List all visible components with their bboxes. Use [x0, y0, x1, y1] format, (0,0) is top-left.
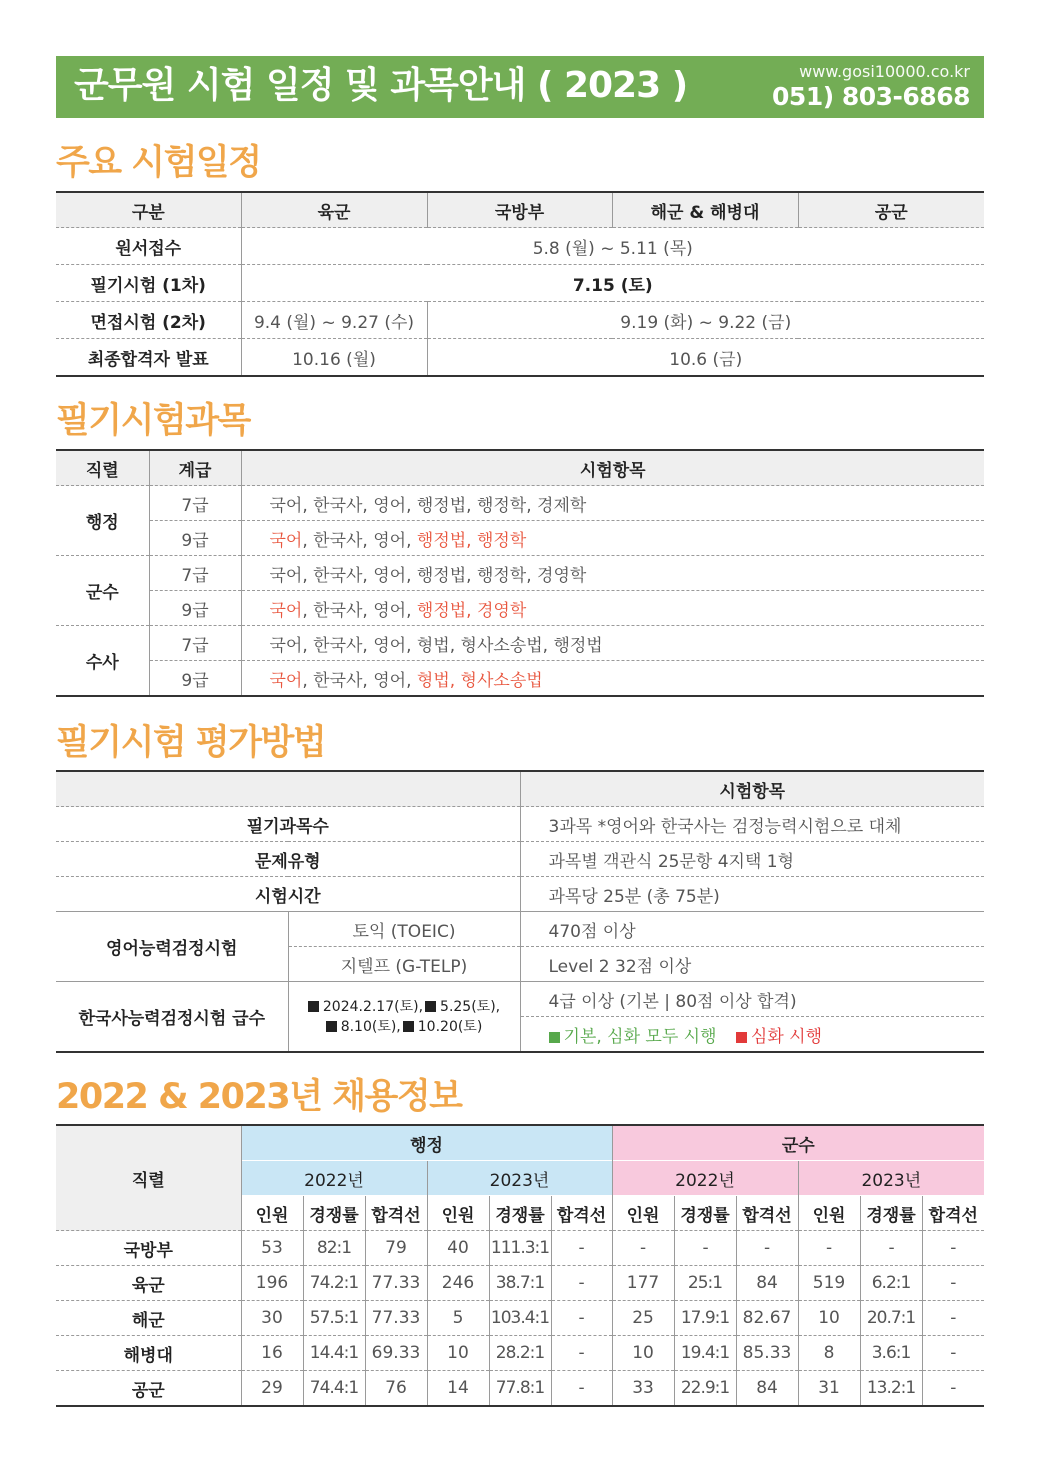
- row-label: 시험시간: [254, 886, 321, 907]
- col-header: 합격선: [365, 1196, 427, 1231]
- basic-advanced-square-icon: [425, 1001, 436, 1012]
- row-label: 원서접수: [56, 228, 241, 265]
- table-cell: 85.33: [736, 1336, 798, 1371]
- history-test-dates: 2024.2.17(토), 5.25(토), 8.10(토), 10.20(토): [288, 982, 520, 1053]
- table-cell: 29: [241, 1371, 303, 1407]
- col-header: 경쟁률: [860, 1196, 922, 1231]
- row-label: 문제유형: [56, 842, 520, 877]
- subject-list: 국어, 한국사, 영어, 형법, 형사소송법, 행정법: [241, 626, 984, 661]
- table-cell: -: [798, 1231, 860, 1266]
- table-cell: -: [551, 1371, 612, 1407]
- table-cell: 76: [365, 1371, 427, 1407]
- table-cell: 177: [612, 1266, 674, 1301]
- schedule-value: 5.8 (월) ~ 5.11 (목): [241, 228, 984, 265]
- table-cell: 10: [612, 1336, 674, 1371]
- table-cell: 16: [241, 1336, 303, 1371]
- table-cell: -: [612, 1231, 674, 1266]
- table-cell: -: [922, 1266, 984, 1301]
- header-year: 2023년: [798, 1161, 984, 1196]
- row-value: 과목별 객관식 25문항 4지택 1형: [520, 842, 984, 877]
- schedule-table: [56, 191, 984, 377]
- series-name: 해군: [56, 1301, 241, 1336]
- table-cell: 10: [427, 1336, 489, 1371]
- header-series: 직렬: [56, 1125, 241, 1231]
- history-test-label: 한국사능력검정시험 급수: [56, 982, 288, 1053]
- header-year: 2022년: [612, 1161, 798, 1196]
- evaluation-table: [56, 770, 984, 1053]
- row-label: 필기과목수: [56, 807, 520, 842]
- english-test-value: 470점 이상: [520, 912, 984, 947]
- table-cell: -: [922, 1231, 984, 1266]
- subject-list: 국어, 한국사, 영어, 행정법, 경영학: [241, 591, 984, 626]
- table-cell: -: [922, 1371, 984, 1407]
- table-cell: 82:1: [303, 1231, 365, 1266]
- history-test-value: 4급 이상 (기본 | 80점 이상 합격): [520, 982, 984, 1017]
- table-cell: -: [736, 1231, 798, 1266]
- red-square-icon: [736, 1032, 747, 1043]
- col-header: 인원: [612, 1196, 674, 1231]
- table-cell: 84: [736, 1266, 798, 1301]
- col-header: 합격선: [922, 1196, 984, 1231]
- header-grade: 계급: [149, 450, 241, 486]
- subjects-table: [56, 449, 984, 697]
- table-cell: 10: [798, 1301, 860, 1336]
- table-cell: 53: [241, 1231, 303, 1266]
- table-cell: 77.33: [365, 1266, 427, 1301]
- table-cell: 25: [612, 1301, 674, 1336]
- table-cell: 20.7:1: [860, 1301, 922, 1336]
- table-cell: 74.4:1: [303, 1371, 365, 1407]
- basic-advanced-square-icon: [308, 1001, 319, 1012]
- row-label: 면접시험 (2차): [56, 302, 241, 339]
- table-cell: 28.2:1: [489, 1336, 551, 1371]
- grade-label: 7급: [149, 556, 241, 591]
- english-test-label: 영어능력검정시험: [56, 912, 288, 982]
- table-cell: -: [551, 1266, 612, 1301]
- table-cell: 79: [365, 1231, 427, 1266]
- col-header: 경쟁률: [489, 1196, 551, 1231]
- table-cell: -: [860, 1231, 922, 1266]
- table-cell: 84: [736, 1371, 798, 1407]
- table-cell: 82.67: [736, 1301, 798, 1336]
- subject-list: 국어, 한국사, 영어, 행정법, 행정학, 경제학: [241, 486, 984, 521]
- header-category: 구분: [56, 192, 241, 228]
- english-test-name: 토익 (TOEIC): [288, 912, 520, 947]
- website-url: www.gosi10000.co.kr: [799, 62, 970, 81]
- table-cell: 31: [798, 1371, 860, 1407]
- series-label: 군수: [56, 556, 149, 626]
- subject-list: 국어, 한국사, 영어, 형법, 형사소송법: [241, 661, 984, 697]
- col-header: 인원: [241, 1196, 303, 1231]
- table-cell: 14: [427, 1371, 489, 1407]
- row-value: 3과목 *영어와 한국사는 검정능력시험으로 대체: [520, 807, 984, 842]
- recruit-section-title: 2022 & 2023년 채용정보: [56, 1077, 462, 1117]
- table-cell: 33: [612, 1371, 674, 1407]
- schedule-value-rest: 10.6 (금): [427, 339, 984, 377]
- table-cell: -: [674, 1231, 736, 1266]
- table-cell: -: [551, 1336, 612, 1371]
- table-cell: -: [551, 1231, 612, 1266]
- subjects-section-title: 필기시험과목: [56, 401, 250, 441]
- grade-label: 7급: [149, 486, 241, 521]
- table-cell: -: [922, 1301, 984, 1336]
- series-name: 해병대: [56, 1336, 241, 1371]
- series-label: 행정: [56, 486, 149, 556]
- history-legend: 기본, 심화 모두 시행 심화 시행: [520, 1017, 984, 1053]
- header-banner: [56, 56, 984, 118]
- col-header: 합격선: [736, 1196, 798, 1231]
- recruit-table: [56, 1124, 984, 1407]
- table-cell: 17.9:1: [674, 1301, 736, 1336]
- schedule-section-title: 주요 시험일정: [56, 143, 261, 183]
- col-header: 인원: [427, 1196, 489, 1231]
- schedule-value-army: 9.4 (월) ~ 9.27 (수): [241, 302, 427, 339]
- series-label: 수사: [56, 626, 149, 697]
- header-navy-marines: 해군 & 해병대: [612, 192, 798, 228]
- basic-advanced-square-icon: [326, 1021, 337, 1032]
- table-cell: 30: [241, 1301, 303, 1336]
- table-cell: 25:1: [674, 1266, 736, 1301]
- subject-list: 국어, 한국사, 영어, 행정법, 행정학, 경영학: [241, 556, 984, 591]
- table-cell: 74.2:1: [303, 1266, 365, 1301]
- row-value: 과목당 25분 (총 75분): [520, 877, 984, 912]
- basic-advanced-square-icon: [403, 1021, 414, 1032]
- table-cell: 519: [798, 1266, 860, 1301]
- col-header: 인원: [798, 1196, 860, 1231]
- series-name: 국방부: [56, 1231, 241, 1266]
- grade-label: 9급: [149, 591, 241, 626]
- table-cell: -: [551, 1301, 612, 1336]
- page-title: 군무원 시험 일정 및 과목안내 ( 2023 ): [74, 65, 688, 106]
- table-cell: 5: [427, 1301, 489, 1336]
- row-label: 최종합격자 발표: [87, 349, 209, 370]
- header-exam-items: 시험항목: [520, 771, 984, 807]
- table-cell: 6.2:1: [860, 1266, 922, 1301]
- english-test-value: Level 2 32점 이상: [520, 947, 984, 982]
- table-cell: 77.8:1: [489, 1371, 551, 1407]
- grade-label: 7급: [149, 626, 241, 661]
- table-cell: 196: [241, 1266, 303, 1301]
- table-cell: 103.4:1: [489, 1301, 551, 1336]
- header-army: 육군: [241, 192, 427, 228]
- table-cell: 22.9:1: [674, 1371, 736, 1407]
- english-test-name: 지텔프 (G-TELP): [288, 947, 520, 982]
- series-name: 공군: [131, 1380, 165, 1401]
- table-cell: 38.7:1: [489, 1266, 551, 1301]
- grade-label: 9급: [149, 661, 241, 697]
- schedule-value-rest: 9.19 (화) ~ 9.22 (금): [427, 302, 984, 339]
- col-header: 합격선: [551, 1196, 612, 1231]
- header-subjects: 시험항목: [241, 450, 984, 486]
- series-name: 육군: [56, 1266, 241, 1301]
- table-cell: -: [922, 1336, 984, 1371]
- header-series: 직렬: [56, 450, 149, 486]
- grade-label: 9급: [149, 521, 241, 556]
- header-year: 2023년: [427, 1161, 612, 1196]
- row-label: 필기시험 (1차): [56, 265, 241, 302]
- header-blank: [56, 771, 520, 807]
- table-cell: 40: [427, 1231, 489, 1266]
- table-cell: 246: [427, 1266, 489, 1301]
- phone-number: 051) 803-6868: [772, 82, 970, 111]
- table-cell: 57.5:1: [303, 1301, 365, 1336]
- col-header: 경쟁률: [674, 1196, 736, 1231]
- table-cell: 77.33: [365, 1301, 427, 1336]
- table-cell: 8: [798, 1336, 860, 1371]
- subject-list: 국어, 한국사, 영어, 행정법, 행정학: [241, 521, 984, 556]
- evaluation-section-title: 필기시험 평가방법: [56, 723, 326, 763]
- header-airforce: 공군: [798, 192, 984, 228]
- schedule-value: 7.15 (토): [241, 265, 984, 302]
- table-cell: 3.6:1: [860, 1336, 922, 1371]
- header-mnd: 국방부: [427, 192, 612, 228]
- schedule-value-army: 10.16 (월): [241, 339, 427, 377]
- table-cell: 13.2:1: [860, 1371, 922, 1407]
- table-cell: 19.4:1: [674, 1336, 736, 1371]
- header-year: 2022년: [241, 1161, 427, 1196]
- table-cell: 111.3:1: [489, 1231, 551, 1266]
- header-admin: 행정: [241, 1125, 612, 1161]
- col-header: 경쟁률: [303, 1196, 365, 1231]
- table-cell: 14.4:1: [303, 1336, 365, 1371]
- table-cell: 69.33: [365, 1336, 427, 1371]
- header-logistics: 군수: [612, 1125, 984, 1161]
- green-square-icon: [549, 1032, 560, 1043]
